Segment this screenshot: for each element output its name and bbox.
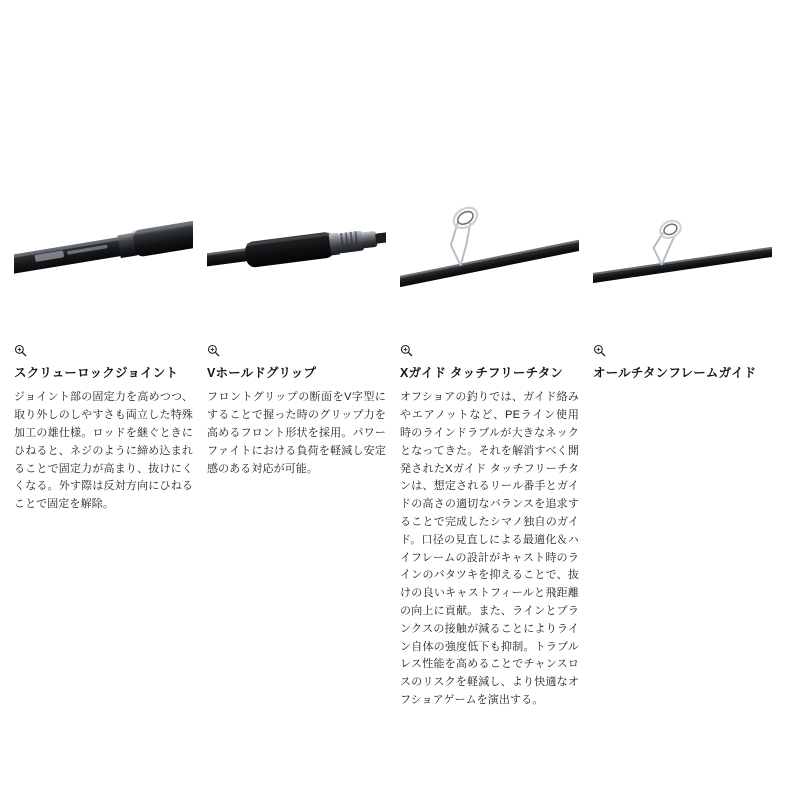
zoom-row	[14, 336, 193, 361]
screw-lock-joint-photo[interactable]	[14, 186, 193, 336]
all-titanium-frame-guide-photo[interactable]	[593, 186, 772, 336]
feature-item-x-guide	[400, 186, 593, 710]
feature-item-v-hold-grip	[207, 186, 400, 478]
v-hold-grip-photo[interactable]	[207, 186, 386, 336]
rod-grip-illustration	[207, 186, 386, 336]
feature-title: Xガイド タッチフリーチタン	[400, 366, 564, 380]
magnifier-icon[interactable]	[593, 344, 606, 357]
rod-guide-illustration	[400, 186, 579, 336]
magnifier-icon[interactable]	[400, 344, 413, 357]
feature-grid	[14, 0, 786, 710]
feature-title: Vホールドグリップ	[207, 366, 317, 380]
zoom-row	[207, 336, 386, 361]
feature-item-all-titanium-frame-guide	[593, 186, 786, 389]
rod-titanium-guide-illustration	[593, 186, 772, 336]
feature-body: オフショアの釣りでは、ガイド絡みやエアノットなど、PEライン使用時のラインドラブルが大きなネックとなってきた。それを解消すべく開発されたXガイド タッチフリーチタンは、想定されるリール番手とガイドの高さの適切なバランスを追求することで完成したシマノ独自のガイド。口径の見直しによる最適化＆ハイフレームの設計がキャスト時のラインのバタツキを抑えることで、抜けの良いキャストフィールと飛距離の向上に貢献。また、ラインとブランクスの接触が減ることによりライン自体の強度低下も抑制。トラブルレス性能を高めることでチャンスロスのリスクを軽減し、より快適なオフショアゲームを演出する。	[400, 391, 579, 707]
x-guide-touch-free-titanium-photo[interactable]	[400, 186, 579, 336]
feature-title: スクリューロックジョイント	[14, 366, 179, 380]
magnifier-icon[interactable]	[207, 344, 220, 357]
feature-body: ジョイント部の固定力を高めつつ、取り外しのしやすさも両立した特殊加工の雄仕様。ロッドを継ぐときにひねると、ネジのように締め込まれることで固定力が高まり、抜けにくくなる。外す際は反対方向にひねることで固定を解除。	[14, 391, 193, 511]
zoom-row	[400, 336, 579, 361]
rod-joint-illustration	[14, 186, 193, 336]
feature-title: オールチタンフレームガイド	[593, 366, 757, 380]
feature-body: フロントグリップの断面をV字型にすることで握った時のグリップ力を高めるフロント形状を採用。パワーファイトにおける負荷を軽減し安定感のある対応が可能。	[207, 391, 386, 475]
magnifier-icon[interactable]	[14, 344, 27, 357]
feature-item-screw-lock-joint	[14, 186, 207, 514]
zoom-row	[593, 336, 772, 361]
